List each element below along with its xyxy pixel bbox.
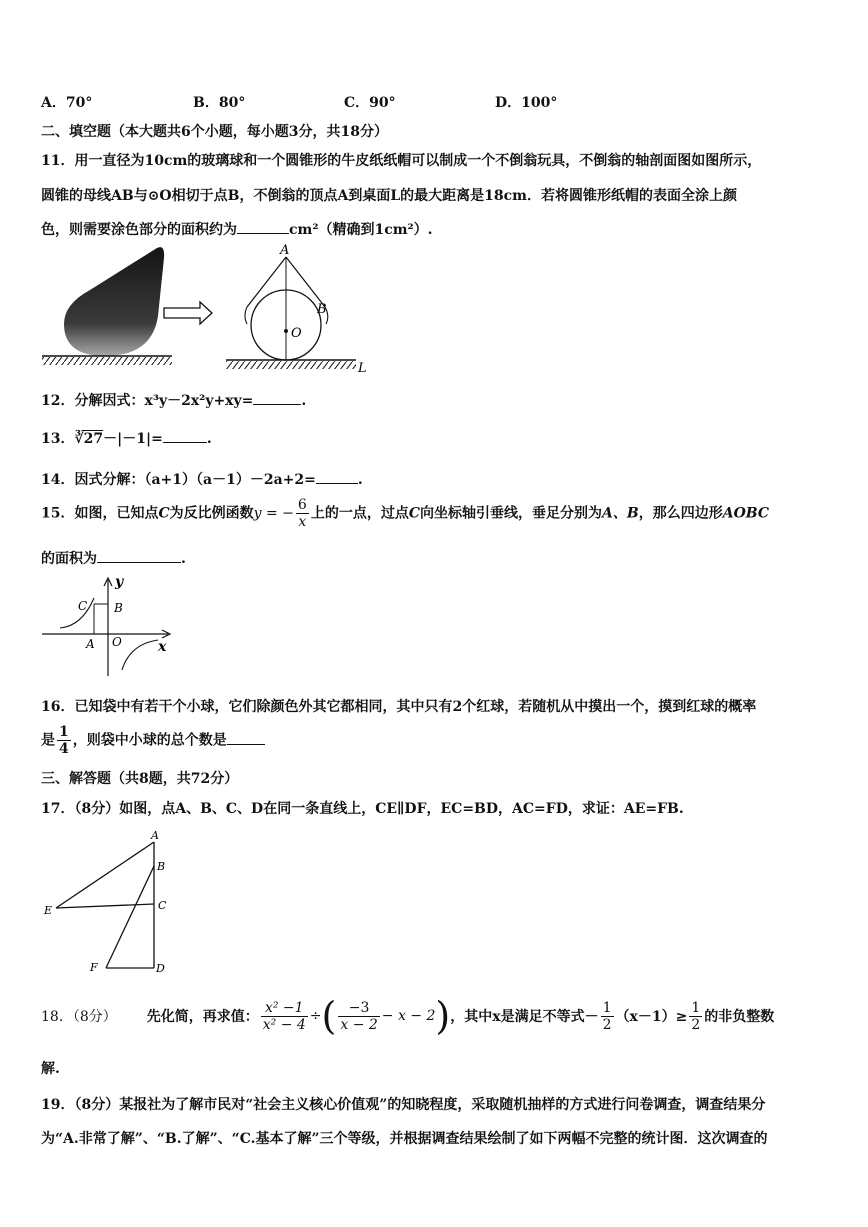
q18-line-2: 解. — [41, 1061, 60, 1077]
q18-divide: ÷ — [309, 1008, 322, 1024]
hyperbola-branch-right — [122, 640, 158, 670]
q16-text-pre: 是 — [41, 732, 55, 749]
q11-text-post: cm²（精确到1cm²）. — [289, 222, 433, 238]
q15-text-6: 的面积为 — [41, 551, 97, 567]
q12 — [41, 390, 306, 410]
generatrix-ab — [286, 257, 325, 307]
q16-frac-num: 1 — [59, 724, 69, 740]
label-b: B — [114, 601, 123, 615]
label-f: F — [90, 961, 98, 974]
q13-end: . — [206, 431, 212, 447]
label-a: A — [280, 243, 290, 258]
label-c: C — [78, 599, 88, 613]
q18-line-1 — [41, 994, 774, 1038]
q13 — [41, 428, 212, 448]
label-x: x — [158, 639, 167, 655]
q16-line-1: 16．已知袋中有若干个小球，它们除颜色外其它都相同，其中只有2个红球，若随机从中摸出一个，摸到红球的概率 — [41, 699, 757, 715]
table-hatch-left — [42, 357, 172, 365]
q15-fraction — [296, 497, 309, 530]
line-fb — [106, 866, 154, 968]
q13-number: 13． — [41, 431, 75, 447]
q19-line-1: 19．（8分）某报社为了解市民对“社会主义核心价值观”的知晓程度，采取随机抽样的方式进行问卷调查，调查结果分 — [41, 1097, 766, 1113]
q15-line-2 — [41, 548, 186, 568]
cone-extension-left — [245, 307, 247, 324]
q11-line-1: 11．用一直径为10cm的玻璃球和一个圆锥形的牛皮纸纸帽可以制成一个不倒翁玩具，不倒翁的轴剖面图如图所示， — [41, 153, 762, 169]
q18-f1-den: x² − 4 — [262, 1016, 306, 1033]
line-ec — [56, 904, 154, 908]
label-c: C — [158, 899, 167, 912]
q14 — [41, 469, 363, 489]
q16-fraction — [57, 724, 71, 757]
section-3-heading: 三、解答题（共8题，共72分） — [41, 771, 239, 787]
q12-text: 12．分解因式：x³y－2x²y+xy= — [41, 393, 254, 409]
q12-answer-blank[interactable] — [253, 390, 301, 405]
label-e: E — [44, 904, 53, 917]
q18-f2-num: −3 — [338, 1000, 379, 1017]
q11-text-pre: 色，则需要涂色部分的面积约为 — [41, 222, 237, 238]
q18-fraction-2 — [338, 1000, 379, 1033]
q16-frac-den: 4 — [59, 741, 69, 757]
hyperbola-branch-left — [60, 598, 94, 628]
q17-text: 17．（8分）如图，点A、B、C、D在同一条直线上，CE∥DF，EC=BD，AC=FD，求证：AE=FB. — [41, 801, 684, 817]
q18-tail-expr: − x − 2 — [381, 1008, 436, 1024]
label-a: A — [151, 829, 159, 842]
q15-quadrilateral: AOBC — [722, 505, 769, 522]
section-2-heading: 二、填空题（本大题共6个小题，每小题3分，共18分） — [41, 124, 388, 140]
q18-paren-close: ) — [435, 994, 451, 1038]
label-l: L — [358, 361, 367, 376]
q13-answer-blank[interactable] — [163, 428, 207, 443]
label-o: O — [291, 326, 302, 341]
q14-answer-blank[interactable] — [316, 469, 358, 484]
q13-radical: ∛27 — [74, 431, 104, 447]
q18-condition: ，其中x是满足不等式－ — [450, 1009, 599, 1025]
arrow-shape — [164, 302, 212, 324]
q18-instruction: 先化简，再求值： — [146, 1009, 259, 1025]
q16-line-2 — [41, 724, 265, 757]
q15-frac-den: x — [298, 514, 307, 530]
label-b: B — [157, 860, 166, 873]
q18-paren-open: ( — [321, 994, 337, 1038]
q18-end: 的非负整数 — [704, 1009, 775, 1025]
label-d: D — [156, 962, 165, 975]
q18-half-2-den: 2 — [691, 1016, 701, 1033]
q12-end: . — [301, 393, 307, 409]
q15-text-3: 上的一点，过点 — [310, 505, 409, 522]
option-c: C．90° — [344, 95, 396, 111]
q19-line-2: 为“A.非常了解”、“B.了解”、“C.基本了解”三个等级，并根据调查结果绘制了如下两幅不完整的统计图．这次调查的 — [41, 1131, 768, 1147]
q17-figure — [40, 826, 180, 978]
option-d: D．100° — [495, 95, 558, 111]
q11-figure — [40, 242, 375, 380]
q15-answer-blank[interactable] — [97, 548, 181, 563]
q16-answer-blank[interactable] — [227, 730, 265, 745]
q18-inequality: （x－1）≥ — [615, 1009, 688, 1025]
q15-frac-num: 6 — [297, 497, 307, 513]
q15-text-1: 15．如图，已知点 — [41, 505, 159, 522]
label-a: A — [86, 637, 95, 651]
q11-line-2: 圆锥的母线AB与⊙O相切于点B，不倒翁的顶点A到桌面L的最大距离是18cm．若将圆锥形纸帽的表面全涂上颜 — [41, 188, 737, 204]
q11-line-3 — [41, 219, 433, 239]
q15-func-lhs: y = − — [253, 505, 294, 522]
option-b: B．80° — [193, 95, 246, 111]
q16-text-post: ，则袋中小球的总个数是 — [72, 732, 227, 749]
label-o: O — [112, 635, 122, 649]
q15-text-2: 为反比例函数 — [169, 505, 254, 522]
q15-point-c-2: C — [408, 505, 420, 522]
q18-number: 18．（8分） — [41, 1009, 117, 1025]
table-hatch-right — [226, 361, 356, 369]
q18-half-2-num: 1 — [691, 999, 701, 1016]
generatrix-left — [247, 257, 286, 307]
q15-figure — [40, 572, 180, 680]
q15-text-5: ，那么四边形 — [638, 505, 723, 522]
q14-text: 14．因式分解：（a+1）（a－1）－2a+2= — [41, 472, 316, 488]
tumbler-toy — [64, 247, 164, 356]
q18-half-1-num: 1 — [602, 999, 612, 1016]
q15-end: . — [181, 551, 186, 567]
q18-f1-num: x² −1 — [261, 1000, 308, 1017]
q15-points-ab: A、B — [602, 505, 639, 522]
q18-fraction-1 — [261, 1000, 308, 1033]
label-b: B — [317, 302, 327, 317]
q18-half-2 — [689, 1000, 702, 1033]
label-y: y — [115, 574, 124, 590]
q18-half-1-den: 2 — [602, 1016, 612, 1033]
center-o-dot — [284, 329, 288, 333]
q18-half-1 — [601, 1000, 614, 1033]
q15-line-1 — [41, 497, 769, 530]
q15-text-4: 向坐标轴引垂线，垂足分别为 — [420, 505, 602, 522]
q11-answer-blank[interactable] — [237, 219, 289, 234]
q15-point-c: C — [158, 505, 170, 522]
q18-f2-den: x − 2 — [340, 1016, 378, 1033]
q13-expression: －|－1|= — [103, 431, 163, 447]
q14-end: . — [357, 472, 363, 488]
option-a: A．70° — [41, 95, 93, 111]
